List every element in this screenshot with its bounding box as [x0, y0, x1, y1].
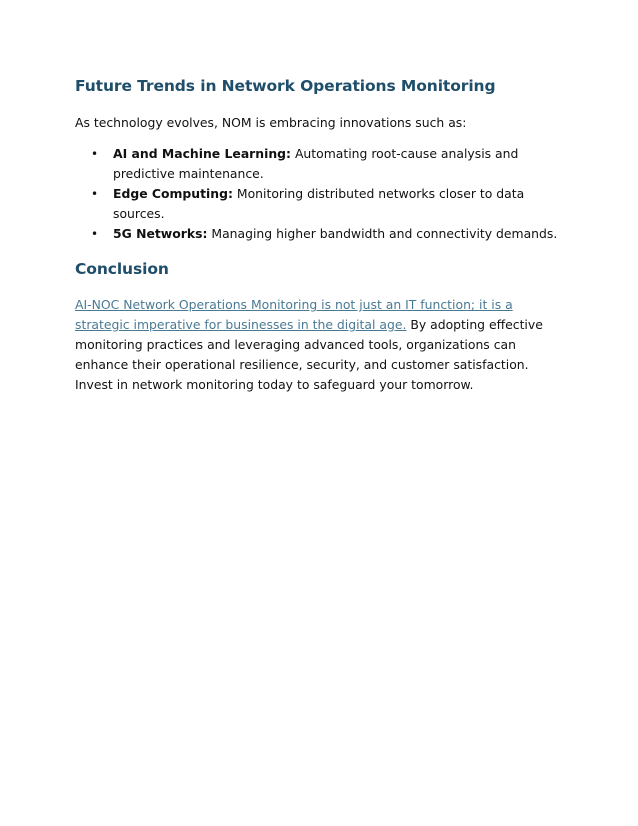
trends-list	[75, 144, 565, 244]
conclusion-paragraph	[75, 295, 555, 395]
list-item-label: 5G Networks:	[113, 226, 208, 241]
conclusion-link[interactable]: AI-NOC Network Operations Monitoring is not just an IT function; it is a strategic imperative for businesses in the digital age.	[75, 297, 513, 332]
list-item-label: AI and Machine Learning:	[113, 146, 292, 161]
list-item-label: Edge Computing:	[113, 186, 233, 201]
list-item-text: Monitoring distributed networks closer to data sources.	[113, 186, 525, 221]
bullet-icon: •	[91, 187, 99, 201]
document-body	[75, 76, 565, 395]
bullet-icon: •	[91, 147, 99, 161]
list-item	[75, 224, 565, 244]
future-trends-intro: As technology evolves, NOM is embracing innovations such as:	[75, 115, 467, 130]
future-trends-heading: Future Trends in Network Operations Monitoring	[75, 77, 496, 95]
list-item-text: Managing higher bandwidth and connectivity demands.	[207, 226, 558, 241]
list-item	[75, 184, 565, 224]
list-item	[75, 144, 565, 184]
bullet-icon: •	[91, 227, 99, 241]
conclusion-text: By adopting effective monitoring practices and leveraging advanced tools, organizations can enhance their operational resilience, security, and customer satisfaction. Invest in network monitoring today to safeguard your tomorrow.	[75, 317, 543, 392]
list-item-text: Automating root-cause analysis and predictive maintenance.	[113, 146, 519, 181]
conclusion-heading: Conclusion	[75, 260, 169, 278]
